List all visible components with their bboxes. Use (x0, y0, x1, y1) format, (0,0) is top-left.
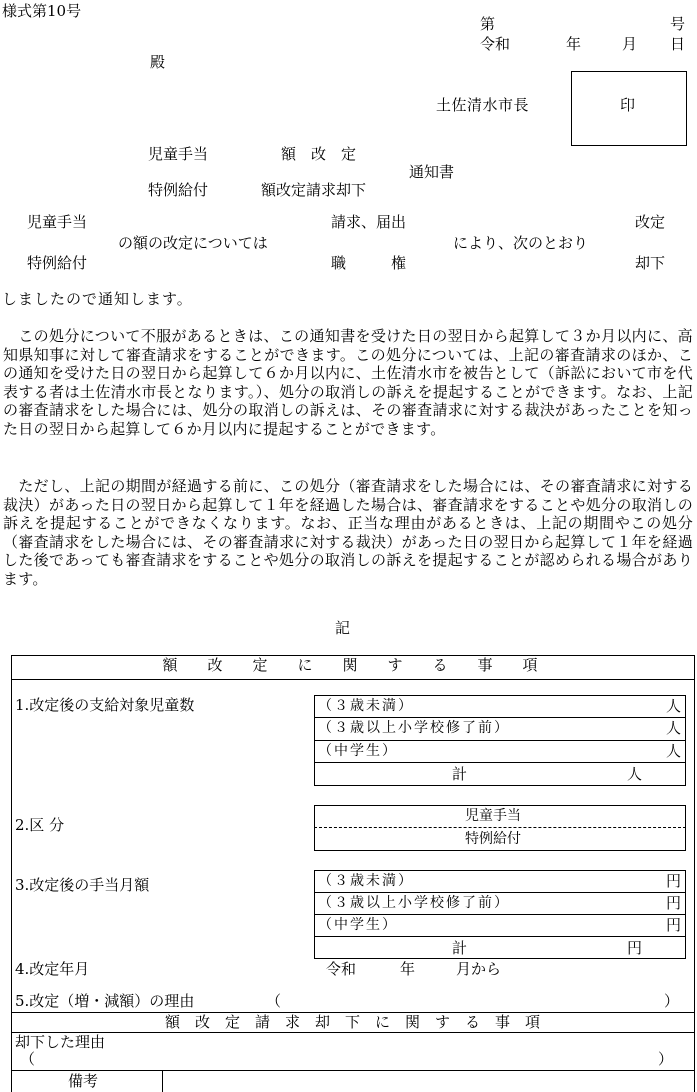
item4-year: 年 (400, 960, 416, 978)
remarks-top (11, 1070, 695, 1071)
item1-label: 1.改定後の支給対象児童数 (15, 696, 195, 714)
item4-era: 令和 (326, 960, 357, 978)
issuer-name: 土佐清水市長 (436, 96, 530, 114)
item2-label: 2.区 分 (15, 816, 65, 834)
date-day: 日 (670, 35, 686, 53)
item1-divider-2 (314, 740, 686, 741)
table-header-row (115, 658, 585, 673)
item5-label: 5.改定（増・減額）の理由 (15, 992, 195, 1010)
title-line1-right: 額 改 定 (281, 145, 357, 163)
seal-mark: 印 (620, 96, 636, 114)
item3-row-elementary-label: （３歳以上小学校修了前） (318, 895, 510, 911)
ki-heading: 記 (335, 619, 351, 637)
intro-result-2: 却下 (635, 254, 666, 272)
doc-number-suffix: 号 (670, 15, 686, 33)
addressee-suffix: 殿 (150, 53, 166, 71)
item3-total-label: 計 (452, 939, 468, 957)
item3-row-elementary-unit: 円 (666, 894, 682, 912)
item1-total-unit: 人 (627, 765, 643, 783)
item1-row-under3-unit: 人 (666, 697, 682, 715)
item1-row-elementary-label: （３歳以上小学校修了前） (318, 720, 510, 736)
item3-label: 3.改定後の手当月額 (15, 876, 150, 894)
item3-divider-1 (314, 892, 686, 893)
title-suffix: 通知書 (409, 163, 455, 181)
item4-label: 4.改定年月 (15, 960, 90, 978)
item5-close-paren: ） (664, 992, 680, 1010)
appeal-notice-paragraph-1: この処分について不服があるときは、この通知書を受けた日の翌日から起算して３か月以内に、高知県知事に対して審査請求をすることができます。この処分については、上記の審査請求のほか、この通知を受けた日の翌日から起算して６か月以内に、土佐清水市を被告として（訴訟において市を代表する者は土佐清水市長となります。）、処分の取消しの訴えを提起することができます。なお、上記の審査請求をした場合には、処分の取消しの訴えは、その審査請求に対する裁決があったことを知った日の翌日から起算して６か月以内に提起することができます。 (3, 327, 693, 438)
item1-row-elementary-unit: 人 (666, 719, 682, 737)
item1-row-junior-high-unit: 人 (666, 742, 682, 760)
remarks-divider (162, 1070, 163, 1092)
reject-header: 額 改 定 請 求 却 下 に 関 す る 事 項 (164, 1013, 540, 1031)
item2-option-special-benefit: 特例給付 (465, 831, 521, 847)
reject-open-paren: （ (20, 1050, 36, 1068)
reject-header-bottom (11, 1032, 695, 1033)
item1-divider-3 (314, 762, 686, 763)
item3-row-junior-high-label: （中学生） (318, 917, 398, 933)
intro-result-1: 改定 (635, 213, 666, 231)
form-number: 様式第10号 (2, 2, 82, 20)
date-year: 年 (566, 35, 582, 53)
date-era: 令和 (480, 35, 511, 53)
item1-row-junior-high-label: （中学生） (318, 743, 398, 759)
item3-row-under3-unit: 円 (666, 872, 682, 890)
item5-open-paren: （ (266, 992, 282, 1010)
intro-basis-1: 請求、届出 (331, 213, 407, 231)
intro-allowance-type-2: 特例給付 (27, 254, 88, 272)
title-line2-right: 額改定請求却下 (261, 181, 367, 199)
amount-change-heading: 額 改 定 に 関 す る 事 項 (162, 656, 538, 674)
title-line2-left: 特例給付 (148, 181, 209, 199)
item1-divider-1 (314, 717, 686, 718)
item3-divider-3 (314, 936, 686, 937)
item3-total-unit: 円 (627, 939, 643, 957)
date-month: 月 (622, 35, 638, 53)
item1-row-under3-label: （３歳未満） (318, 698, 414, 714)
item1-total-label: 計 (452, 765, 468, 783)
intro-text-1: の額の改定については (118, 234, 268, 252)
item3-row-under3-label: （３歳未満） (318, 873, 414, 889)
item3-divider-2 (314, 914, 686, 915)
intro-closing: しましたので通知します。 (2, 290, 193, 308)
intro-text-2: により、次のとおり (453, 234, 589, 252)
doc-number-prefix: 第 (480, 15, 496, 33)
reject-close-paren: ） (658, 1050, 674, 1068)
table-header-divider (11, 679, 695, 680)
intro-allowance-type-1: 児童手当 (27, 213, 88, 231)
intro-basis-2: 職 権 (331, 254, 407, 272)
item4-month-from: 月から (456, 960, 502, 978)
item2-divider (314, 827, 686, 828)
appeal-notice-paragraph-2: ただし、上記の期間が経過する前に、この処分（審査請求をした場合には、その審査請求に対する裁決）があった日の翌日から起算して１年を経過した場合は、審査請求をすることや処分の取消しの訴えを提起することができなくなります。なお、正当な理由があるときは、上記の期間やこの処分（審査請求をした場合には、その審査請求に対する裁決）があった日の翌日から起算して１年を経過した後であっても審査請求をすることや処分の取消しの訴えを提起することが認められる場合があります。 (3, 477, 693, 588)
reject-reason-label: 却下した理由 (15, 1033, 106, 1051)
remarks-label: 備考 (68, 1072, 99, 1090)
title-line1-left: 児童手当 (148, 145, 209, 163)
item2-option-child-allowance: 児童手当 (465, 808, 521, 824)
item3-row-junior-high-unit: 円 (666, 916, 682, 934)
